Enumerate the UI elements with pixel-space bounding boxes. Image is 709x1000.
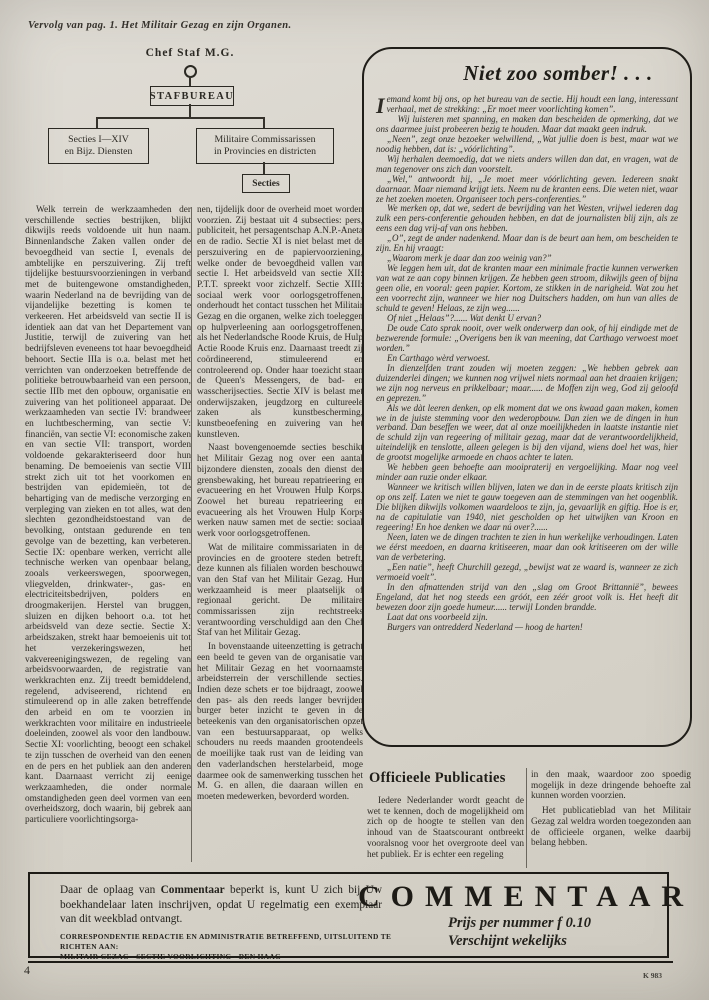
somber-paragraph: Neen, laten we de dingen trachten te zien in hun werkelijke verhoudingen. Laten we éérst meedoen, en daarna kritiseeren, maar dan ook kritiseeren om der wille van de verbetering. — [376, 531, 678, 562]
somber-paragraph: „Neen”, zegt onze bezoeker welwillend, „Wat jullie doen is best, maar wat we noodig hebben, dat is: „vóórlichting”. — [376, 133, 678, 154]
ad-schedule: Verschijnt wekelijks — [448, 933, 567, 949]
somber-paragraph: De oude Cato sprak nooit, over welk onderwerp dan ook, of hij eindigde met de bezwerende formule: „Overigens ben ik van meening, dat Carthago verwoest moet worden.” — [376, 322, 678, 353]
somber-paragraph: Als we dàt leeren denken, op elk moment dat we ons kwaad gaan maken, komen we in de juiste stemming voor den wederopbouw. Dan zien we de dingen in hun verband. Dan beseffen we weer, dat al onze moeilijkheden in laatste instantie niet de schuld zijn van regeering of militair gezag, maar dat de verantwoordelijkheid, uiteindelijk en tenslotte, alleen gelegen is bij den vijand, wiens doel het was, hier de grootst mogelijke armoede en chaos achter te laten. — [376, 402, 678, 463]
secties-box — [48, 128, 149, 164]
ad-intro-brand-word: Commentaar — [160, 884, 225, 896]
stafbureau-box — [150, 86, 234, 106]
somber-paragraph: Wij luisteren met spanning, en maken dan bescheiden de opmerking, dat we ons daarmee juist probeeren bezig te houden. Maar dat maakt geen indruk. — [376, 113, 678, 134]
article-paragraph: nen, tijdelijk door de overheid moet worden voorzien. Zij bestaat uit 4 subsecties: pers, publiciteit, het persagentschap A.N.P.-Aneta en de radio. Sectie XI is niet belast met de perszuivering en de papiervoorziening, welke onder de bevoegdheid vallen van sectie I. Het arbeidsveld van sectie XII: P.T.T. spreekt voor zichzelf. Sectie XIII: sociaal werk voor oorlogsgetroffenen, onderhoudt het contact tusschen het Militair Gezag en die organen, welke zich toeleggen op hulpverleening aan oorlogsgetroffenen, als het Nederlandsche Roode Kruis, de Hulp Actie Roode Kruis enz. Daarnaast treedt zij coördineerend, stimuleerend en controleerend op. Onder haar toezicht staan de Queen's Messengers, de bad- en wasscherijsecties. Sectie XIV is belast met onderwijszaken, jeugdzorg en cultureele zaken als kunstbescherming, kunstbeoefening en zuivering van het kunstleven. — [197, 205, 363, 440]
ad-correspondence-line1: CORRESPONDENTIE REDACTIE EN ADMINISTRATIE BETREFFEND, UITSLUITEND TE RICHTEN AAN: — [60, 932, 392, 951]
publicaties-paragraph: Iedere Nederlander wordt geacht de wet te kennen, doch de mogelijkheid om zich op de hoogte te stellen van den inhoud van de Staatscourant ontbreekt vooralsnog voor het overgroote deel van het publiek. Er is echter een regeling — [367, 796, 524, 860]
secties-label-line1: Secties I—XIV — [68, 133, 129, 145]
somber-paragraph: We leggen hem uit, dat de kranten maar een minimale fractie kunnen verwerken van wat ze aan copy binnen krijgen. Ze hebben geen stroom, dikwijls geen of bijna geen olie, en vooral: geen papier. Kortom, ze stikken in de narigheid. Wat zou het een voorrecht zijn, wanneer we hier nog Duitschers hadden, om hun van alles de schuld te geven! Helaas, ze zijn weg...... — [376, 263, 678, 314]
article-paragraph: Wat de militaire commissariaten in de provincies en de grootere steden betreft, deze kunnen als filialen worden beschouwd van den Staf van het Militair Gezag. Hun werkzaamheid is meer plaatselijk of regionaal gericht. De militaire commissarissen zijn rechtstreeks verantwoording verschuldigd aan den Chef Staf van het Militair Gezag. — [197, 542, 363, 639]
somber-paragraph: „Wel,” antwoordt hij, „Je moet meer vóórlichting geven. Iedereen snakt daarnaar. Maar niemand krijgt iets. Neem nu de kranten eens. Die weten niet, waar ze het zoeken moeten. Organiseer toch pers-conferenties.” — [376, 173, 678, 204]
commentaar-ad-box — [28, 872, 695, 961]
ad-brand: COMMENTAAR — [358, 880, 695, 913]
publicaties-heading: Officieele Publicaties — [369, 770, 506, 786]
stafbureau-label: STAFBUREAU — [149, 90, 235, 102]
publicaties-column-right — [531, 770, 691, 868]
ad-correspondence-line2: MILITAIR GEZAG - SECTIE VOORLICHTING - DEN HAAG — [60, 952, 282, 961]
somber-paragraph-text: emand komt bij ons, op het bureau van de sectie. Hij houdt een lang, interessant verhaal, met de strekking: „Er moet meer voorlichting komen”. — [386, 94, 678, 114]
somber-paragraph: „Een natie”, heeft Churchill gezegd, „bewijst wat ze waard is, wanneer ze zich vermoeid voelt”. — [376, 561, 678, 582]
drop-cap: I — [376, 93, 385, 118]
continuation-note: Vervolg van pag. 1. Het Militair Gezag en zijn Organen. — [28, 20, 292, 31]
column-divider — [191, 207, 192, 862]
somber-paragraph: Burgers van ontredderd Nederland — hoog de harten! — [387, 621, 583, 632]
somber-paragraph: We merken op, dat we, sedert de bevrijding van het Westen, vrijwel iederen dag zulk een pers-conferentie gehouden hebben, en dat de journalisten blij zijn, als ze eens een dag vrij-af van ons hebben. — [376, 203, 678, 234]
somber-paragraph: Laat dat ons voorbeeld zijn. — [387, 611, 488, 622]
ad-correspondence — [60, 932, 400, 962]
commissarissen-box — [196, 128, 334, 164]
somber-paragraph: We hebben geen behoefte aan mooipraterij en vergoelijking. Maar nog veel minder aan ruzie onder elkaar. — [376, 462, 678, 483]
ad-bottom-rule — [28, 961, 673, 963]
secties-label-line2: en Bijz. Diensten — [64, 146, 133, 157]
somber-paragraph: Wanneer we kritisch willen blijven, laten we dan in de eerste plaats kritisch zijn op ons zelf. Laten we niet te gauw toegeven aan de stemmingen van het oogenblik. Die blijken dikwijls volkomen waardeloos te zijn, ja, gevaarlijk en giftig. Hoe is er, na de capitulatie van 1940, niet gescholden op het uitwijken van Kroon en regeering! En hoe denken we daar nú over?...... — [376, 482, 678, 532]
somber-body — [376, 95, 678, 632]
connector-line — [263, 117, 265, 128]
somber-paragraph: Of niet „Helaas”?...... Wat denkt U ervan? — [387, 312, 542, 323]
publicaties-column-left — [367, 796, 524, 868]
publicaties-paragraph: in den maak, waardoor zoo spoedig mogelijk in deze dringende behoefte zal kunnen worden voorzien. — [531, 770, 691, 802]
connector-line — [189, 104, 191, 117]
commissarissen-label-line1: Militaire Commissarissen — [214, 133, 316, 145]
commissarissen-label-line2: in Provincies en districten — [213, 146, 317, 157]
connector-line — [189, 76, 191, 86]
article-column-left — [25, 205, 191, 907]
sub-secties-label: Secties — [252, 178, 280, 189]
sub-secties-box — [242, 174, 290, 193]
somber-paragraph: In den afmattenden strijd van den „slag om Groot Brittannië”, bewees Engeland, dat het nog steeds een gróót, een zéér groot volk is. Het heeft dit bewezen door zijn goede humeur...... terwijl Londen brandde. — [376, 581, 678, 612]
article-paragraph: Welk terrein de werkzaamheden der verschillende secties bestrijken, blijkt dikwijls reeds voldoende uit hun naam. Binnenlandsche Zaken vallen onder de bevoegdheid van sectie I, evenals de ambtelijke en perszuivering. Zij treft tijdelijke bestuursvoorzieningen in verband met de buitengewone omstandigheden, waarin Nederland na de bevrijding van de vijandelijke bezetting is komen te verkeeren. Het arbeidsveld van sectie II is identiek aan dat van het Departement van Justitie, terwijl de zuivering van het bedrijfsleven eveneens tot haar bevoegdheid behoort. Sectie IIIa is o.a. belast met het verrichten van onderzoeken betreffende de politieke betrouwbaarheid van een persoon, sectie IIIb met den opbouw, organisatie en zuivering van het politioneel apparaat. De werkzaamheden van sectie IV: brandweer en luchtbescherming, van sectie V: financiën, van sectie VI: economische zaken en van sectie VII: transport, worden voldoende gekarakteriseerd door hun benaming. De bemoeienis van sectie VIII strekt zich uit tot het voorkomen en bestrijden van epidemieën, tot de behartiging van de medische verzorging en verpleging van zieken en tot alles, wat den slechten gezondheidstoestand van de bevolking, ontstaan gedurende en ten gevolge van de bezetting, kan verbeteren. Sectie IX: openbare werken, verricht alle technische werken van openbaar belang, zooals verkeerswegen, spoorwegen, vliegvelden, drinkwater-, gas- en electriciteitsbedrijven, polders en droogmakerijen. Herstel van bruggen, sluizen en dijken behoort o.a. tot het arbeidsveld van deze sectie. Sectie X: arbeidszaken, strekt haar bemoeienis uit tot het verzekeringswezen, het vakvereenigingswezen, de regeling van arbeidsvoorwaarden, de registratie van werkkrachten enz. Zij treedt bemiddelend, regelend, adviseerend, richtend en stimuleerend op in alle zaken betreffende den arbeid en om te voorzien in werkkrachten voor militaire en industrieele doeleinden, zoowel als voor den landbouw. Sectie XI: voorlichting, beoogt een schakel te zijn tusschen de overheid van den eenen en de pers en het publiek aan den anderen kant. Daarnaast verricht zij eenige werkzaamheden, die onder normale omstandigheden geen deel vormen van een overheidszorg, doch waarin, bij gebrek aan particuliere voorlichtingsorga- — [25, 205, 191, 826]
ad-intro-text — [60, 883, 382, 927]
somber-paragraph: En Carthago wèrd verwoest. — [387, 352, 491, 363]
somber-paragraph: „O”, zegt de ander nadenkend. Maar dan is de beurt aan hem, om bescheiden te zijn. En hij vraagt: — [376, 233, 678, 254]
publicaties-divider — [526, 768, 527, 868]
article-paragraph: Naast bovengenoemde secties beschikt het Militair Gezag nog over een aantal bijzondere diensten, zooals den dienst der grensbewaking, het bureau repatrieering en evacueering en het Vrouwen Hulp Korps. Zoowel het bureau repatrieering en evacueering als het Vrouwen Hulp Korps werken nauw samen met de sectie: sociaal werk voor oorlogsgetroffenen. — [197, 443, 363, 540]
connector-line — [263, 162, 265, 174]
somber-article-box — [362, 47, 692, 747]
somber-paragraph: In dienzelfden trant zouden wij moeten zeggen: „We hebben gebrek aan duizenderlei dingen; we kunnen nog vrijwel niets normaal aan het draaien krijgen; we zijn nog nerveus en prikkelbaar; maar...... de Moffen zijn weg, God zij geloofd en geprezen.” — [376, 362, 678, 403]
ad-intro-post: beperkt is, kunt U zich bij Uw boekhandelaar laten inschrijven, opdat U regelmatig een exemplaar van dit weekblad ontvangt. — [60, 884, 382, 926]
print-code: K 983 — [643, 971, 662, 980]
somber-paragraph: Wij herhalen deemoedig, dat we niets anders willen dan dat, en vragen, wat de man tegenover ons zich dan voorstelt. — [376, 153, 678, 174]
article-paragraph: In bovenstaande uiteenzetting is getracht een beeld te geven van de organisatie van het Militair Gezag en het voornaamste arbeidsterrein der verschillende secties. Indien deze schets er toe bijdraagt, zoowel den pas- als den reeds langer bevrijden burger beter inzicht te geven in de beteekenis van den organisatorischen opzet van een bestuursapparaat, op welks schouders nu reeds maanden grootendeels de moeilijke taak rust van de leiding van den vaderlandschen herstelarbeid, moge daarmee ook de samenwerking tusschen het M. G. en allen, die daaraan willen en moeten medewerken, bevorderd worden. — [197, 642, 363, 802]
page-number: 4 — [24, 963, 30, 977]
article-column-middle — [197, 205, 363, 865]
somber-paragraph: „Waarom merk je daar dan zoo weinig van?” — [387, 253, 552, 264]
ad-price: Prijs per nummer f 0.10 — [448, 915, 591, 931]
connector-line — [96, 117, 98, 128]
connector-line — [96, 117, 264, 119]
chef-staf-label: Chef Staf M.G. — [145, 47, 235, 59]
publicaties-paragraph: Het publicatieblad van het Militair Gezag zal weldra worden toegezonden aan de officieele organen, welke daarbij belang hebben. — [531, 806, 691, 849]
somber-title: Niet zoo somber! . . . — [463, 61, 653, 85]
ad-intro-pre: Daar de oplaag van — [60, 884, 161, 896]
somber-paragraph — [376, 93, 678, 118]
